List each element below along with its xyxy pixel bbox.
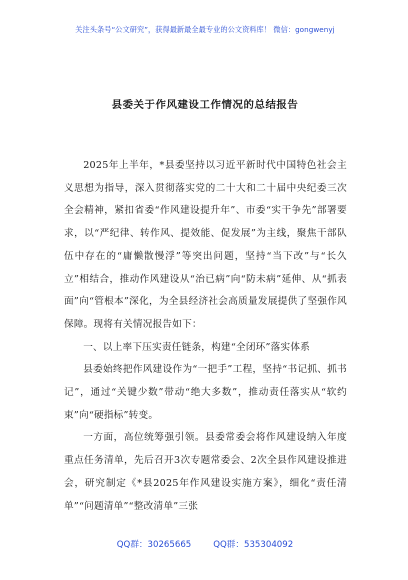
section-heading: 一、以上率下压实责任链条，构建“全闭环”落实体系 [83, 341, 311, 353]
footer [70, 538, 340, 550]
paragraph-intro: 2025年上半年，*县委坚持以习近平新时代中国特色社会主义思想为指导，深入贯彻落实党的二十大和二十届中央纪委三次全会精神，紧扣省委“作风建设提升年”、市委“实干争先”部署要求，以“严纪律、转作风、提效能、促发展”为主线，聚焦干部队伍中存在的“庸懒散慢浮”等突出问题，坚持“当下改”与“长久立”相结合，推动作风建设从“治已病”向“防未病”延伸、从“抓表面”向“管根本”深化，为全县经济社会高质量发展提供了坚强作风保障。现将有关情况报告如下： [64, 160, 347, 330]
paragraph-responsibility: 县委始终把作风建设作为“一把手”工程，坚持“书记抓、抓书记”，通过“关键少数”带动“绝大多数”，推动责任落实从“软约束”向“硬指标”转变。 [64, 364, 347, 421]
top-banner: 关注头条号“公文研究”，获得最新最全最专业的公文资料库！ 微信：gongwenyj [75, 25, 335, 34]
footer-qq-group-2: QQ群：535304092 [213, 540, 294, 550]
document-body [64, 155, 347, 518]
paragraph-leadership: 一方面，高位统筹强引领。县委常委会将作风建设纳入年度重点任务清单，先后召开3次专题常委会、2次全县作风建设推进会，研究制定《*县2025年作风建设实施方案》，细化“责任清单”“问题清单”“整改清单”三张 [64, 432, 347, 512]
footer-qq-group-1: QQ群：30265665 [116, 540, 192, 550]
document-title: 县委关于作风建设工作情况的总结报告 [111, 99, 299, 111]
